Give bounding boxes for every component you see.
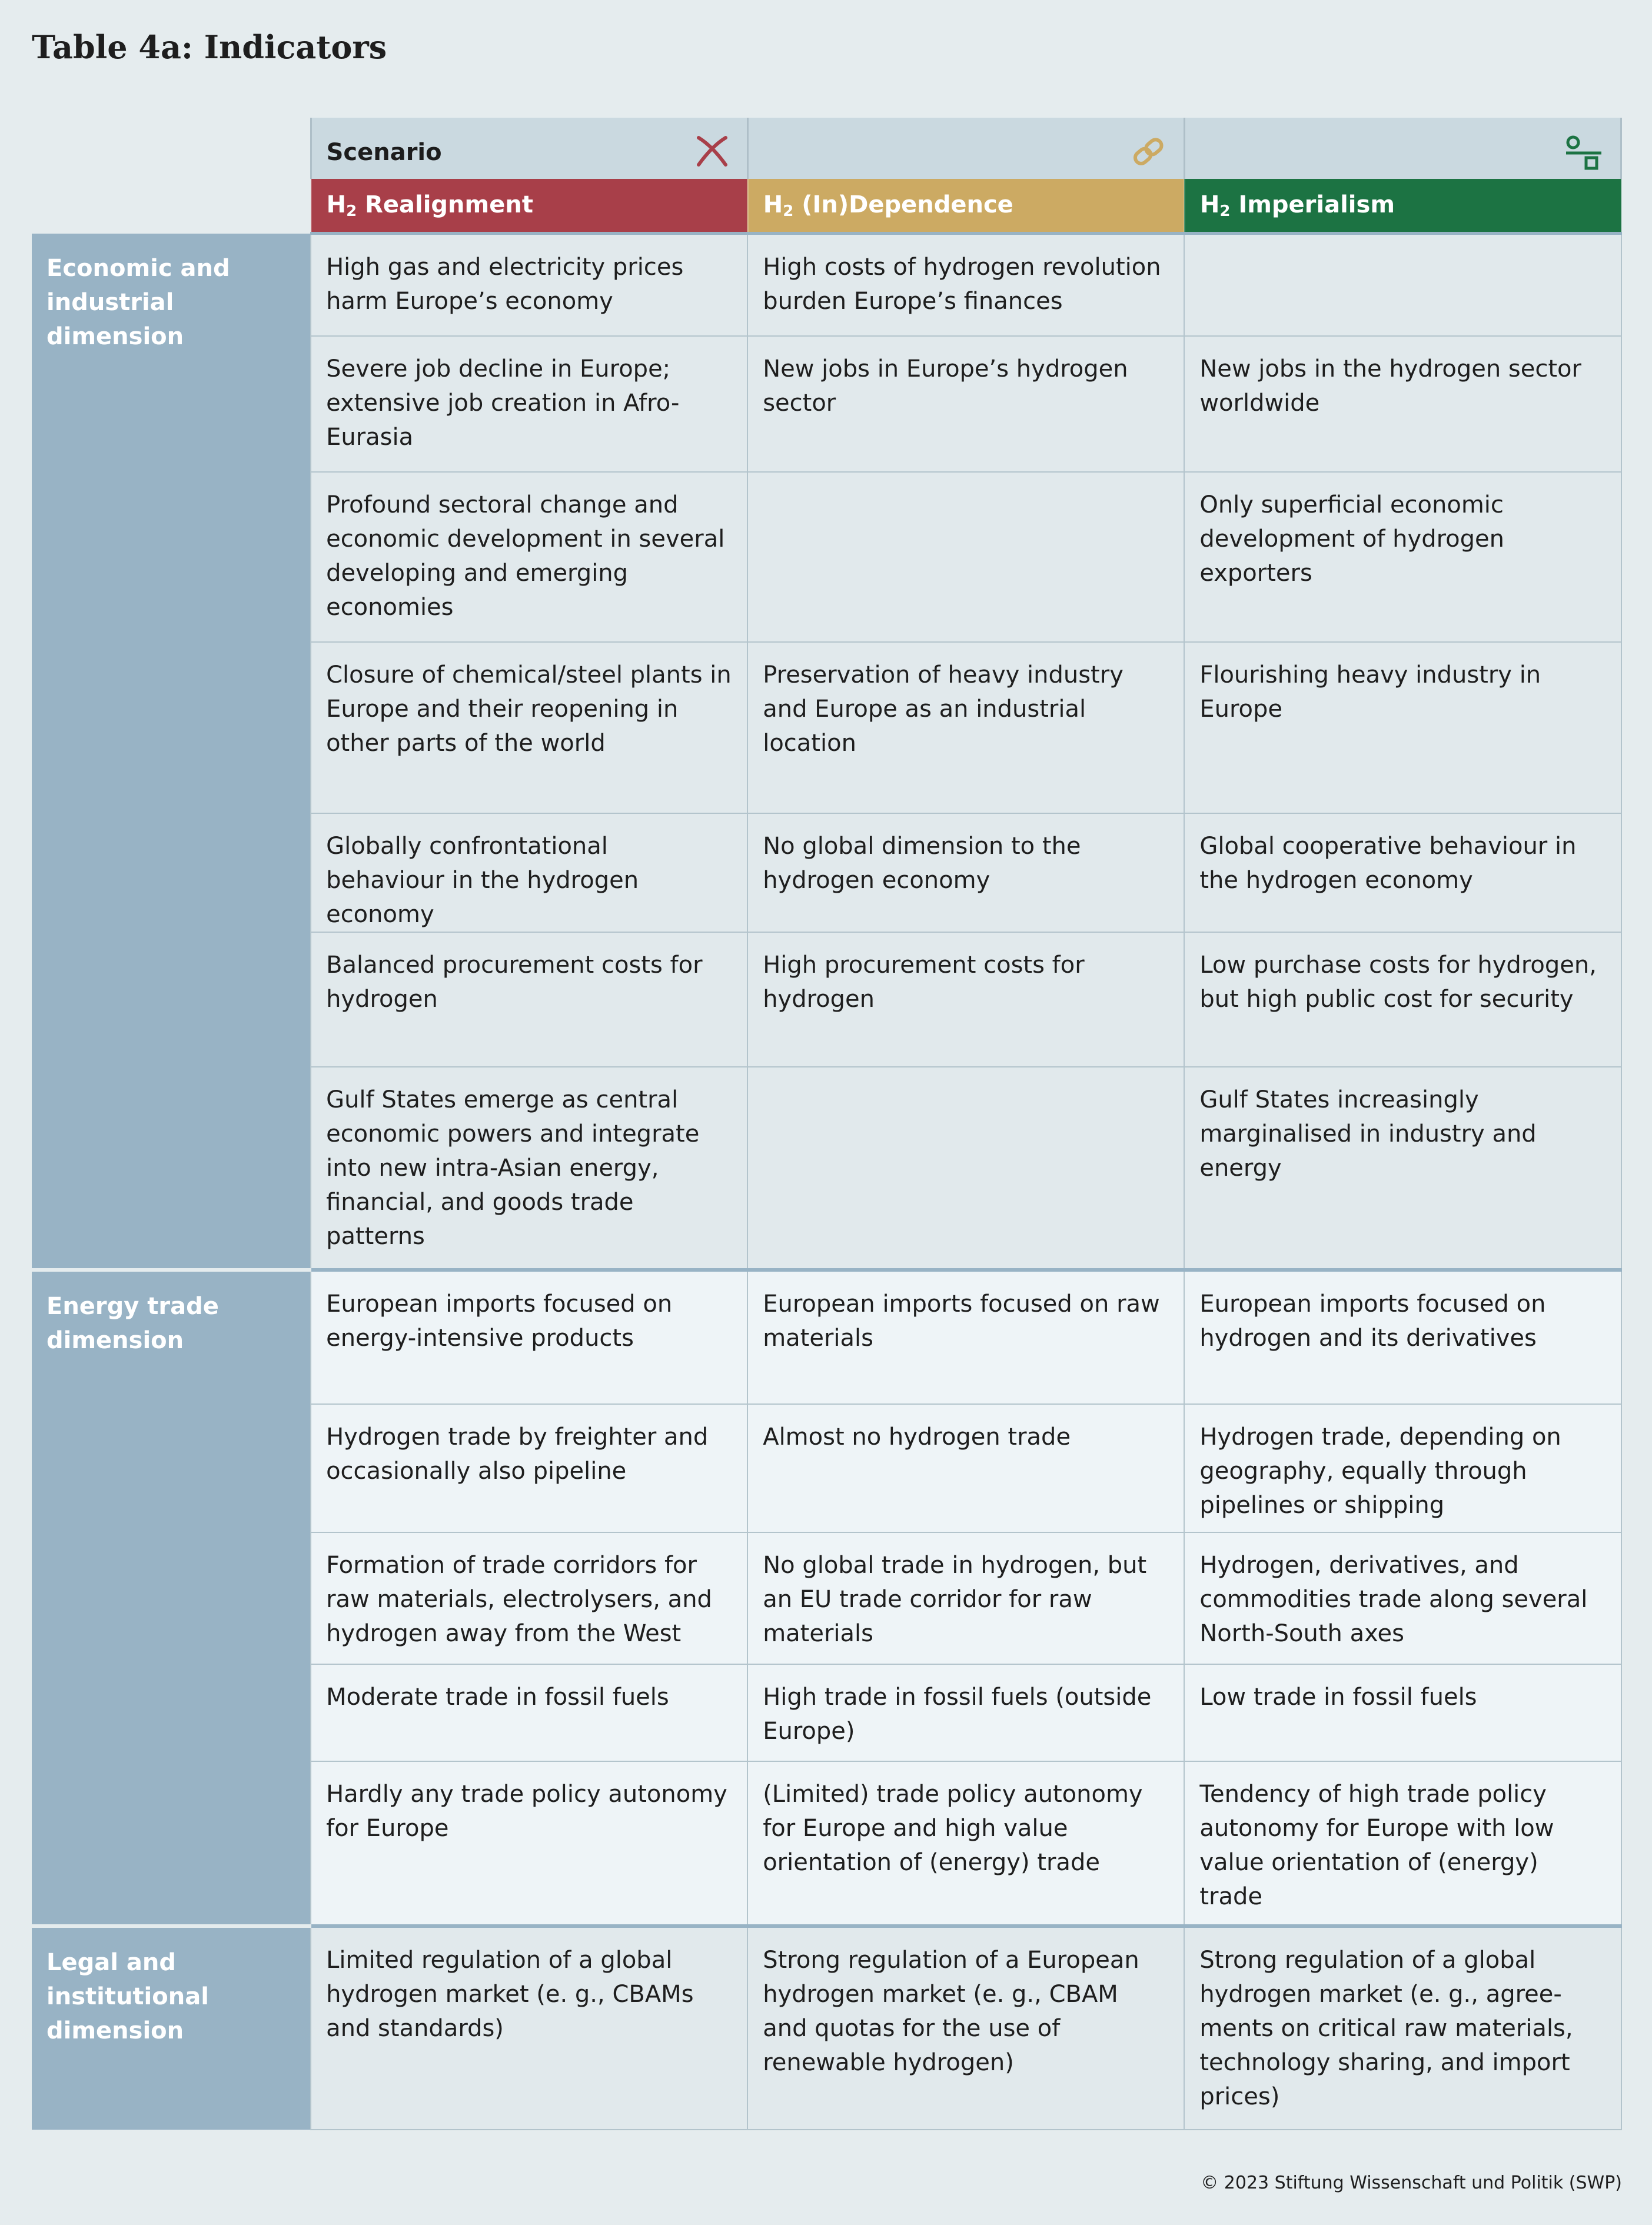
table-cell: Formation of trade corridors for raw materials, electrolysers, and hydrogen away from the West — [311, 1532, 747, 1664]
table-cell: Closure of chemical/steel plants in Europe and their reopening in other parts of the world — [311, 642, 747, 813]
table-cell: Globally confrontational behaviour in the hydrogen economy — [311, 813, 747, 932]
table-cell — [1184, 234, 1621, 336]
table-cell: Moderate trade in fossil fuels — [311, 1664, 747, 1761]
cross-icon — [695, 135, 729, 169]
table-cell: (Limited) trade policy autonomy for Europe and high value orientation of (energy) trade — [747, 1761, 1184, 1926]
table-cell: European imports focused on energy-intensive products — [311, 1270, 747, 1404]
scenario-label: Scenario — [326, 139, 442, 166]
table-cell: Hydrogen, derivatives, and commodities trade along several North-South axes — [1184, 1532, 1621, 1664]
table-cell — [747, 1067, 1184, 1270]
table-cell: No global trade in hydrogen, but an EU trade corridor for raw materials — [747, 1532, 1184, 1664]
table-cell: Hydrogen trade by freighter and occasionally also pipeline — [311, 1404, 747, 1532]
table-cell: High procurement costs for hydrogen — [747, 932, 1184, 1067]
copyright-notice: © 2023 Stiftung Wissenschaft und Politik (SWP) — [1201, 2173, 1622, 2193]
table-cell: New jobs in the hydrogen sector worldwide — [1184, 336, 1621, 472]
table-cell: Preservation of heavy industry and Europe as an industrial location — [747, 642, 1184, 813]
table-cell: High trade in fossil fuels (outside Europe) — [747, 1664, 1184, 1761]
table-cell: European imports focused on hydrogen and its derivatives — [1184, 1270, 1621, 1404]
table-cell: Hardly any trade policy autonomy for Europe — [311, 1761, 747, 1926]
scenario-name-realignment: $H_2$ Realignment — [311, 179, 747, 234]
scenario-name-independence: $H_2$ (In)Dependence — [747, 179, 1184, 234]
table-cell: Almost no hydrogen trade — [747, 1404, 1184, 1532]
circle-square-icon — [1565, 135, 1603, 173]
table-cell: Hydrogen trade, depending on geography, equally through pipelines or shipping — [1184, 1404, 1621, 1532]
table-cell: Low trade in fossil fuels — [1184, 1664, 1621, 1761]
table-cell: High gas and electricity prices harm Europe’s economy — [311, 234, 747, 336]
table-cell: Gulf States increasingly marginalised in industry and energy — [1184, 1067, 1621, 1270]
dimension-label: Legal and institutional dimension — [32, 1926, 311, 2130]
scenario-header-2 — [747, 118, 1184, 179]
dimension-label: Economic and industrial dimension — [32, 234, 311, 1270]
table-cell: Global cooperative behaviour in the hydrogen economy — [1184, 813, 1621, 932]
header-corner — [32, 118, 311, 234]
scenario-header-3 — [1184, 118, 1621, 179]
table-cell: Low purchase costs for hydrogen, but high public cost for security — [1184, 932, 1621, 1067]
table-cell: No global dimension to the hydrogen economy — [747, 813, 1184, 932]
page-title: Table 4a: Indicators — [32, 28, 387, 66]
table-cell: Profound sectoral change and economic development in several developing and emerging economies — [311, 472, 747, 642]
table-cell: Gulf States emerge as central economic powers and integrate into new intra-Asian energy, financial, and goods trade patterns — [311, 1067, 747, 1270]
table-cell: Only superficial economic development of hydrogen exporters — [1184, 472, 1621, 642]
table-cell: Limited regulation of a global hydrogen market (e. g., CBAMs and standards) — [311, 1926, 747, 2130]
table-cell: Balanced procurement costs for hydrogen — [311, 932, 747, 1067]
table-cell — [747, 472, 1184, 642]
table-cell: High costs of hydrogen revolution burden Europe’s finances — [747, 234, 1184, 336]
dimension-label: Energy trade dimension — [32, 1270, 311, 1926]
indicators-table — [32, 118, 1622, 2130]
link-icon — [1132, 135, 1166, 169]
table-cell: Strong regulation of a global hydrogen market (e. g., agree-ments on critical raw materials, technology sharing, and import prices) — [1184, 1926, 1621, 2130]
scenario-header-1 — [311, 118, 747, 179]
table-cell: Strong regulation of a European hydrogen market (e. g., CBAM and quotas for the use of renewable hydrogen) — [747, 1926, 1184, 2130]
table-cell: New jobs in Europe’s hydrogen sector — [747, 336, 1184, 472]
scenario-name-imperialism: $H_2$ Imperialism — [1184, 179, 1621, 234]
table-cell: Tendency of high trade policy autonomy for Europe with low value orientation of (energy) trade — [1184, 1761, 1621, 1926]
table-cell: Severe job decline in Europe; extensive job creation in Afro-Eurasia — [311, 336, 747, 472]
table-cell: European imports focused on raw materials — [747, 1270, 1184, 1404]
table-cell: Flourishing heavy industry in Europe — [1184, 642, 1621, 813]
